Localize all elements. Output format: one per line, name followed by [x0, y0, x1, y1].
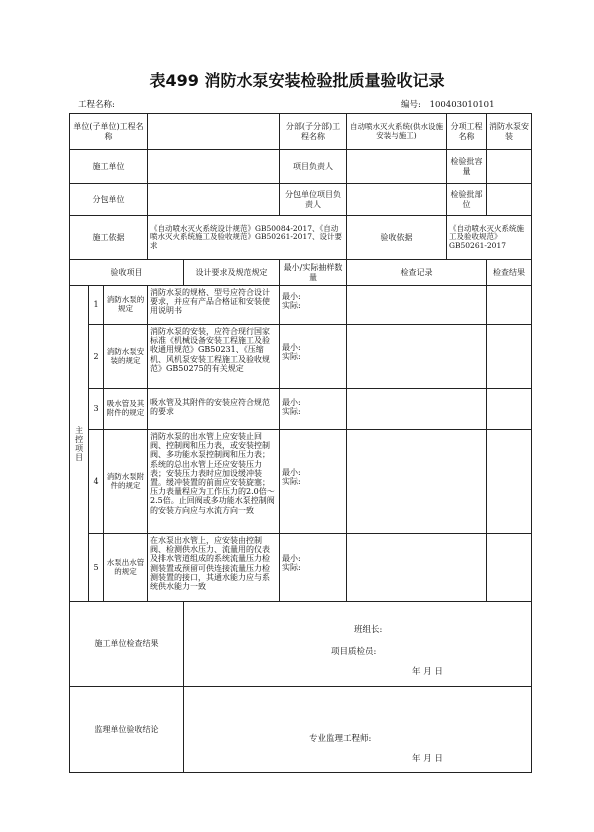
min-label: 最小: — [282, 343, 301, 352]
item-requirement: 消防水泵的安装，应符合现行国家标准《机械设备安装工程施工及验收通用规范》GB50231、《压缩机、风机泵安装工程施工及验收规范》GB50275的有关规定 — [148, 325, 280, 389]
supervision-date: 年 月 日 — [412, 754, 443, 764]
col-sample: 最小/实际抽样数量 — [280, 260, 347, 286]
item-name: 消防水泵附件的规定 — [104, 430, 148, 534]
item-record[interactable] — [347, 430, 487, 534]
unit-value[interactable] — [148, 114, 280, 150]
acceptance-basis-label: 验收依据 — [347, 216, 447, 260]
item-record[interactable] — [347, 534, 487, 602]
batch-capacity-label: 检验批容量 — [447, 150, 487, 184]
item-name: 吸水管及其附件的规定 — [104, 389, 148, 430]
item-result[interactable] — [487, 389, 532, 430]
batch-location-value[interactable] — [487, 184, 532, 216]
actual-label: 实际: — [282, 407, 301, 417]
item-no: 2 — [89, 325, 104, 389]
unit-label: 单位(子单位)工程名称 — [70, 114, 148, 150]
item-no: 4 — [89, 430, 104, 534]
item-sample — [280, 534, 347, 602]
actual-label: 实际: — [282, 352, 301, 362]
item-record[interactable] — [347, 286, 487, 325]
construction-result-label: 施工单位检查结果 — [70, 602, 184, 687]
col-record: 检查记录 — [347, 260, 487, 286]
item-result[interactable] — [487, 430, 532, 534]
min-label: 最小: — [282, 398, 301, 407]
batch-location-label: 检验批部位 — [447, 184, 487, 216]
item-name: 消防水泵的规定 — [104, 286, 148, 325]
construction-result-area[interactable] — [184, 602, 532, 687]
number-label: 编号: — [401, 100, 421, 110]
acceptance-basis-value: 《自动喷水灭火系统施工及验收规范》GB50261-2017 — [447, 216, 532, 260]
subcontract-lead-value[interactable] — [347, 184, 447, 216]
item-result[interactable] — [487, 325, 532, 389]
item-name: 水泵出水管的规定 — [104, 534, 148, 602]
subcontract-unit-value[interactable] — [148, 184, 280, 216]
item-sample — [280, 325, 347, 389]
basis-label: 施工依据 — [70, 216, 148, 260]
item-result[interactable] — [487, 286, 532, 325]
actual-label: 实际: — [282, 477, 301, 487]
project-lead-label: 项目负责人 — [280, 150, 347, 184]
actual-label: 实际: — [282, 301, 301, 311]
item-sample — [280, 430, 347, 534]
col-result: 检查结果 — [487, 260, 532, 286]
number-value: 100403010101 — [429, 100, 495, 110]
item-sample — [280, 389, 347, 430]
sub-unit-label: 分部(子分部)工程名称 — [280, 114, 347, 150]
basis-value: 《自动喷水灭火系统设计规范》GB50084-2017、《自动喷水灭火系统施工及验收规范》GB50261-2017、设计要求 — [148, 216, 347, 260]
project-lead-value[interactable] — [347, 150, 447, 184]
min-label: 最小: — [282, 554, 301, 563]
item-record[interactable] — [347, 389, 487, 430]
item-no: 5 — [89, 534, 104, 602]
item-requirement: 消防水泵的规格、型号应符合设计要求，并应有产品合格证和安装使用说明书 — [148, 286, 280, 325]
item-record[interactable] — [347, 325, 487, 389]
quality-inspector-label: 项目质检员: — [331, 647, 377, 657]
item-sample — [280, 286, 347, 325]
inspection-table — [69, 113, 532, 773]
page-title: 表499 消防水泵安装检验批质量验收记录 — [149, 71, 445, 90]
sub-unit-value: 自动喷水灭火系统(供水设施安装与施工) — [347, 114, 447, 150]
batch-capacity-value[interactable] — [487, 150, 532, 184]
construction-unit-label: 施工单位 — [70, 150, 148, 184]
construction-date: 年 月 日 — [412, 667, 443, 677]
number-field — [401, 98, 494, 110]
item-result[interactable] — [487, 534, 532, 602]
main-control-label: 主控项目 — [70, 286, 89, 602]
item-no: 1 — [89, 286, 104, 325]
item-name: 消防水泵安装的规定 — [104, 325, 148, 389]
col-requirement: 设计要求及规范规定 — [184, 260, 280, 286]
supervision-engineer-label: 专业监理工程师: — [309, 734, 372, 744]
min-label: 最小: — [282, 468, 301, 477]
item-requirement: 消防水泵的出水管上应安装止回阀、控制阀和压力表，或安装控制阀、多功能水泵控制阀和压力表；系统的总出水管上还应安装压力表；安装压力表时应加设缓冲装置。缓冲装置的前面应安装旋塞；压力表量程应为工作压力的2.0倍～2.5倍。止回阀或多功能水泵控制阀的安装方向应与水流方向一致 — [148, 430, 280, 534]
team-lead-label: 班组长: — [354, 625, 383, 635]
item-requirement: 吸水管及其附件的安装应符合规范的要求 — [148, 389, 280, 430]
col-item: 验收项目 — [70, 260, 184, 286]
item-requirement: 在水泵出水管上，应安装由控制阀、检测供水压力、流量用的仪表及排水管道组成的系统流量压力检测装置或预留可供连接流量压力检测装置的接口，其通水能力应与系统供水能力一致 — [148, 534, 280, 602]
subcontract-lead-label: 分包单位项目负责人 — [280, 184, 347, 216]
item-value: 消防水泵安装 — [487, 114, 532, 150]
project-name-label: 工程名称: — [78, 100, 115, 110]
construction-unit-value[interactable] — [148, 150, 280, 184]
supervision-result-area[interactable] — [184, 687, 532, 773]
item-no: 3 — [89, 389, 104, 430]
item-label: 分项工程名称 — [447, 114, 487, 150]
subcontract-unit-label: 分包单位 — [70, 184, 148, 216]
actual-label: 实际: — [282, 563, 301, 573]
supervision-result-label: 监理单位验收结论 — [70, 687, 184, 773]
min-label: 最小: — [282, 292, 301, 301]
